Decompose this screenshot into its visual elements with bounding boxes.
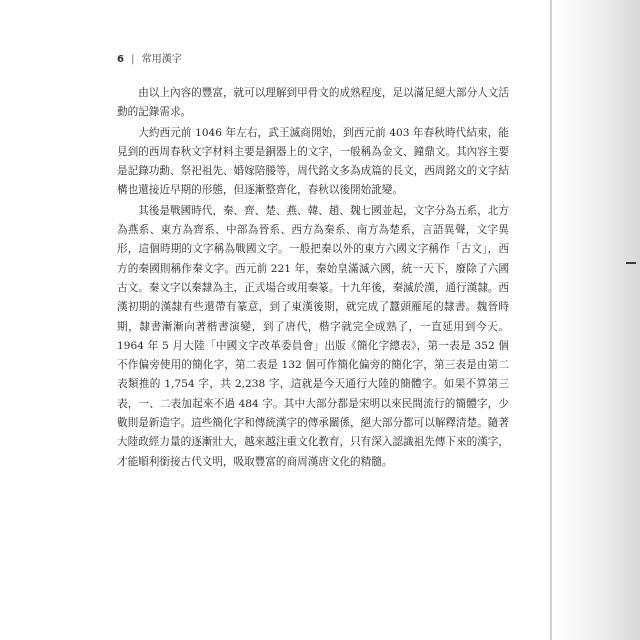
body-text [117, 84, 509, 473]
paragraph-bronze-inscriptions: 大約西元前 1046 年左右，武王滅商開始，到西元前 403 年春秋時代結束，能見到的西周春秋文字材料主要是銅器上的文字，一般稱為金文、鐘鼎文。其內容主要是記錄功勳、祭祀祖先、婚嫁陪媵等，周代銘文多為成篇的長文，西周銘文的文字結構也還接近早期的形態，但逐漸整齊化，春秋以後開始訛變。 [117, 126, 509, 197]
page-gutter-shadow [548, 0, 640, 640]
page-edge-line [550, 0, 552, 640]
thumb-index-mark [626, 262, 636, 264]
page-number: 6 [117, 54, 124, 65]
running-header [117, 50, 182, 65]
section-title: 常用漢字 [141, 54, 182, 65]
paragraph-warring-states-to-simplified: 其後是戰國時代，秦、齊、楚、燕、韓、趙、魏七國並起，文字分為五系，北方為燕系、東方為齊系、中部為晉系、西方為秦系、南方為楚系，言語異聲，文字異形，這個時期的文字稱為戰國文字。一般把秦以外的東方六國文字稱作「古文」，西方的秦國則稱作秦文字。西元前 221 年，秦始皇滿滅六國，統一天下，廢除了六國古文。秦文字以秦隸為主，正式場合或用秦篆。十九年後，秦滅於漢，通行漢隸。西漢初期的漢隸有些還帶有篆意，到了東漢後期，就完成了蠶頭雁尾的隸書。魏晉時期，隸書漸漸向著楷書演變，到了唐代，楷字就完全成熟了，一直延用到今天。1964 年 5 月大陸「中國文字改革委員會」出版《簡化字總表》，第一表是 352 個不作偏旁使用的簡化字，第二表是 132 個可作簡化偏旁的簡化字，第三表是由第二表類推的 1,754 字，共 2,238 字，這就是今天通行大陸的簡體字。如果不算第三表，一、二表加起來不過 484 字。其中大部分都是宋明以來民間流行的簡體字，少數則是新造字。這些簡化字和傳統漢字的傳承關係，絕大部分都可以解釋清楚。隨著大陸政經力量的逐漸壯大，越來越注重文化教育，只有深入認識祖先傳下來的漢字，才能順利銜接古代文明，吸取豐富的商周漢唐文化的精髓。 [117, 204, 509, 468]
paragraph-intro: 由以上內容的豐富，就可以理解到甲骨文的成熟程度，足以滿足絕大部分人文活動的記錄需求。 [117, 87, 509, 119]
header-separator: | [131, 54, 135, 65]
